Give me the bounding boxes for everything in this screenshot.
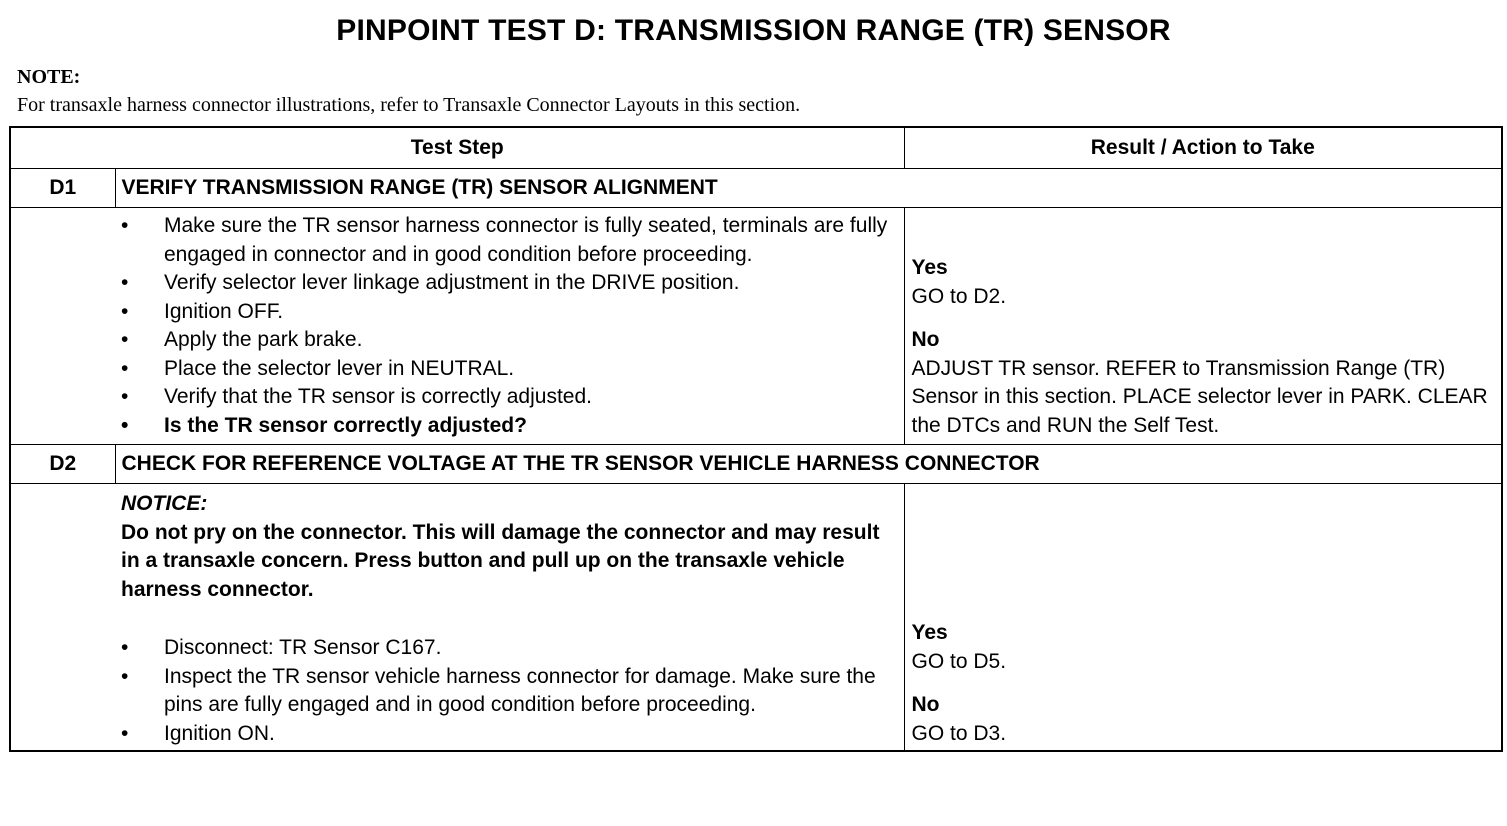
note-text: For transaxle harness connector illustrations, refer to Transaxle Connector Layouts in this section. (17, 94, 801, 116)
bullet-list (121, 634, 898, 748)
list-item: • Make sure the TR sensor harness connector is fully seated, terminals are fully engaged in connector and in good condition before proceeding. (121, 214, 888, 266)
list-item: • Is the TR sensor correctly adjusted? (121, 413, 527, 437)
list-item: • Ignition OFF. (121, 299, 284, 323)
step-instructions (115, 208, 904, 445)
list-item: • Apply the park brake. (121, 328, 363, 351)
step-title: VERIFY TRANSMISSION RANGE (TR) SENSOR ALIGNMENT (115, 169, 1502, 208)
step-body-d1 (10, 208, 1502, 445)
page-title: PINPOINT TEST D: TRANSMISSION RANGE (TR) SENSOR (336, 14, 1171, 47)
no-action: GO to D3. (911, 721, 1007, 745)
no-label: No (911, 693, 940, 716)
bullet-list (121, 212, 898, 440)
step-instructions (115, 484, 904, 752)
notice-heading: NOTICE: (121, 492, 208, 515)
no-label: No (911, 328, 940, 351)
note-heading: NOTE: (17, 66, 81, 88)
step-id: D1 (10, 169, 115, 208)
step-row-d1 (10, 169, 1502, 208)
table-header-row (10, 127, 1502, 169)
list-item: • Disconnect: TR Sensor C167. (121, 636, 442, 659)
step-row-d2 (10, 445, 1502, 484)
list-item: • Verify selector lever linkage adjustment in the DRIVE position. (121, 271, 740, 294)
no-action: ADJUST TR sensor. REFER to Transmission Range (TR) Sensor in this section. PLACE selector lever in PARK. CLEAR the DTCs and RUN the Self Test. (911, 356, 1488, 437)
pinpoint-test-table (9, 126, 1503, 752)
header-result: Result / Action to Take (904, 127, 1502, 169)
list-item: • Verify that the TR sensor is correctly adjusted. (121, 385, 592, 408)
step-result (904, 208, 1502, 445)
step-body-d2 (10, 484, 1502, 752)
header-test-step: Test Step (10, 127, 904, 169)
list-item: • Place the selector lever in NEUTRAL. (121, 356, 515, 380)
yes-action: GO to D5. (911, 649, 1007, 673)
yes-action: GO to D2. (911, 284, 1007, 308)
list-item: • Inspect the TR sensor vehicle harness connector for damage. Make sure the pins are fully engaged and in good condition before proceeding. (121, 664, 876, 716)
step-id: D2 (10, 445, 115, 484)
yes-label: Yes (911, 256, 948, 279)
notice-text: Do not pry on the connector. This will damage the connector and may result in a transaxle concern. Press button and pull up on the transaxle vehicle harness connector. (121, 520, 880, 601)
step-title: CHECK FOR REFERENCE VOLTAGE AT THE TR SENSOR VEHICLE HARNESS CONNECTOR (115, 445, 1502, 484)
yes-label: Yes (911, 621, 948, 644)
list-item: • Ignition ON. (121, 721, 275, 745)
step-result (904, 484, 1502, 752)
